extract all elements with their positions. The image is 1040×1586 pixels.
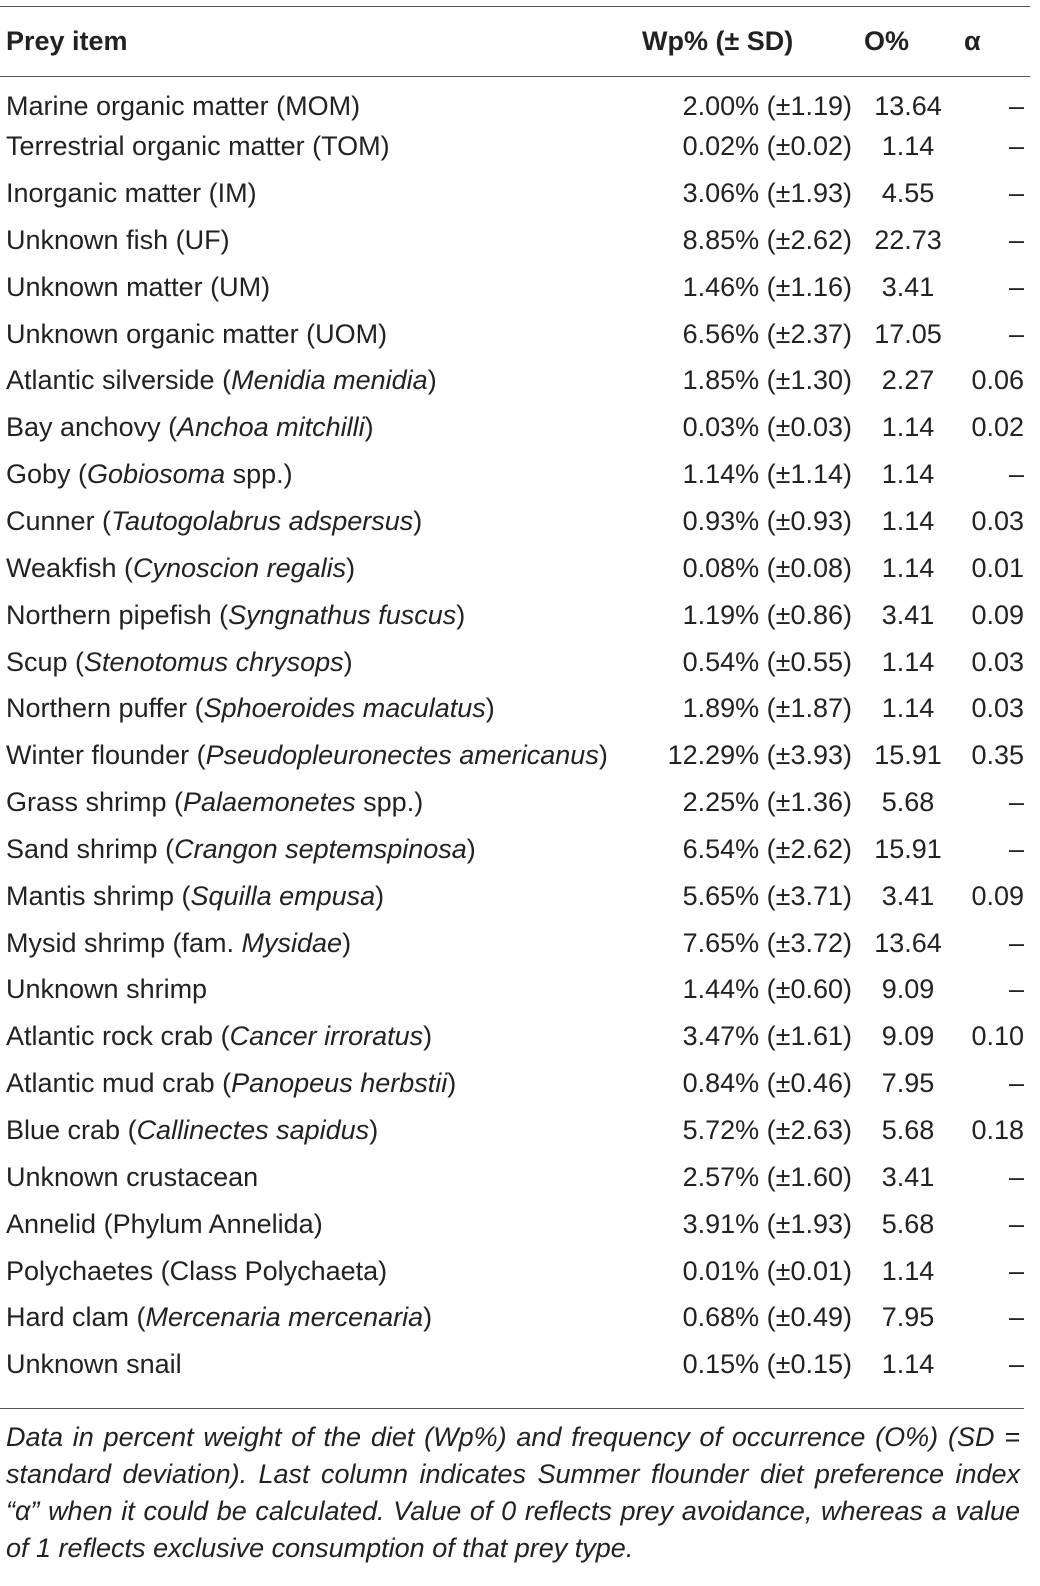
wp-cell: 3.91% (±1.93)	[682, 1208, 852, 1239]
table-row	[0, 873, 1030, 920]
occurrence-cell: 9.09	[881, 1021, 935, 1052]
prey-name-text: Weakfish (	[6, 552, 134, 583]
prey-item-cell	[0, 123, 636, 170]
prey-item-cell	[0, 639, 636, 686]
prey-name-text: )	[423, 1302, 433, 1333]
table-row	[0, 1294, 1030, 1341]
wp-cell: 0.68% (±0.49)	[682, 1302, 852, 1333]
wp-cell: 6.56% (±2.37)	[682, 318, 852, 349]
wp-cell: 0.08% (±0.08)	[682, 552, 852, 583]
occurrence-cell: 5.68	[881, 1114, 935, 1145]
wp-cell: 3.06% (±1.93)	[682, 178, 852, 209]
species-name: Mercenaria mercenaria	[145, 1302, 424, 1333]
wp-cell: 1.19% (±0.86)	[682, 599, 852, 630]
prey-name-text: Atlantic silverside (	[6, 365, 232, 396]
alpha-cell: 0.03	[971, 506, 1024, 537]
wp-cell: 1.85% (±1.30)	[682, 365, 852, 396]
prey-item-cell	[0, 1248, 636, 1295]
species-name: Cancer irroratus	[229, 1021, 424, 1052]
table-row	[0, 1107, 1030, 1154]
occurrence-cell: 3.41	[881, 271, 935, 302]
prey-item-cell	[0, 170, 636, 217]
table-row	[0, 264, 1030, 311]
prey-name-text: Inorganic matter (IM)	[6, 178, 257, 209]
wp-cell: 6.54% (±2.62)	[682, 833, 852, 864]
wp-cell: 1.89% (±1.87)	[682, 693, 852, 724]
prey-item-cell	[0, 311, 636, 358]
table-row	[0, 451, 1030, 498]
wp-cell: 1.14% (±1.14)	[682, 459, 852, 490]
prey-name-text: )	[364, 412, 374, 443]
table-row	[0, 920, 1030, 967]
alpha-cell: –	[1008, 927, 1024, 958]
species-name: Callinectes sapidus	[136, 1114, 370, 1145]
wp-cell: 0.01% (±0.01)	[682, 1255, 852, 1286]
table-row	[0, 404, 1030, 451]
occurrence-cell: 2.27	[881, 365, 935, 396]
occurrence-cell: 1.14	[881, 1255, 935, 1286]
wp-cell: 0.15% (±0.15)	[682, 1349, 852, 1380]
prey-item-cell	[0, 1341, 636, 1388]
species-name: Menidia menidia	[231, 365, 428, 396]
occurrence-cell: 1.14	[881, 506, 935, 537]
table-row	[0, 545, 1030, 592]
species-name: Gobiosoma	[87, 459, 226, 490]
species-name: Anchoa mitchilli	[177, 412, 365, 443]
prey-item-cell	[0, 732, 636, 779]
prey-item-cell	[0, 779, 636, 826]
prey-name-text: Annelid (Phylum Annelida)	[6, 1208, 323, 1239]
occurrence-cell: 15.91	[874, 740, 942, 771]
prey-item-cell	[0, 967, 636, 1014]
species-name: Cynoscion regalis	[133, 552, 347, 583]
table-row	[0, 217, 1030, 264]
prey-name-text: Grass shrimp (	[6, 787, 184, 818]
prey-name-text: Marine organic matter (MOM)	[6, 90, 361, 121]
wp-cell: 0.02% (±0.02)	[682, 131, 852, 162]
prey-name-text: )	[423, 1021, 433, 1052]
alpha-cell: 0.09	[971, 599, 1024, 630]
species-name: Crangon septemspinosa	[174, 833, 467, 864]
table-row	[0, 967, 1030, 1014]
table-row	[0, 358, 1030, 405]
alpha-cell: –	[1008, 1208, 1024, 1239]
alpha-cell: –	[1008, 224, 1024, 255]
species-name: Panopeus herbstii	[231, 1068, 448, 1099]
species-name: Mysidae	[241, 927, 343, 958]
occurrence-cell: 9.09	[881, 974, 935, 1005]
prey-item-cell	[0, 451, 636, 498]
occurrence-cell: 5.68	[881, 787, 935, 818]
table-row	[0, 685, 1030, 732]
alpha-cell: –	[1008, 271, 1024, 302]
alpha-cell: 0.06	[971, 365, 1024, 396]
header-row	[0, 7, 1030, 77]
prey-item-cell	[0, 404, 636, 451]
prey-name-text: Terrestrial organic matter (TOM)	[6, 131, 390, 162]
header-alpha: α	[958, 7, 1030, 77]
prey-name-text: spp.)	[355, 787, 424, 818]
prey-name-text: Atlantic rock crab (	[6, 1021, 230, 1052]
prey-name-text: Cunner (	[6, 506, 112, 537]
prey-item-cell	[0, 592, 636, 639]
prey-item-cell	[0, 1013, 636, 1060]
occurrence-cell: 15.91	[874, 833, 942, 864]
occurrence-cell: 1.14	[881, 131, 935, 162]
prey-item-cell	[0, 1201, 636, 1248]
occurrence-cell: 4.55	[881, 178, 935, 209]
occurrence-cell: 7.95	[881, 1302, 935, 1333]
table-row	[0, 1154, 1030, 1201]
occurrence-cell: 3.41	[881, 1161, 935, 1192]
prey-item-cell	[0, 1107, 636, 1154]
species-name: Syngnathus fuscus	[228, 599, 457, 630]
occurrence-cell: 13.64	[874, 927, 942, 958]
diet-table	[0, 6, 1030, 1388]
table-row	[0, 1013, 1030, 1060]
table-row	[0, 170, 1030, 217]
occurrence-cell: 13.64	[874, 90, 942, 121]
prey-name-text: Northern puffer (	[6, 693, 204, 724]
table-row	[0, 1060, 1030, 1107]
prey-name-text: Mysid shrimp (fam.	[6, 927, 242, 958]
prey-name-text: spp.)	[225, 459, 293, 490]
alpha-cell: –	[1008, 1068, 1024, 1099]
prey-name-text: Unknown fish (UF)	[6, 224, 230, 255]
header-wp: Wp% (± SD)	[636, 7, 858, 77]
occurrence-cell: 1.14	[881, 552, 935, 583]
wp-cell: 5.65% (±3.71)	[682, 880, 852, 911]
prey-name-text: Unknown crustacean	[6, 1161, 259, 1192]
table-row	[0, 826, 1030, 873]
table-row	[0, 311, 1030, 358]
occurrence-cell: 3.41	[881, 880, 935, 911]
prey-item-cell	[0, 545, 636, 592]
alpha-cell: 0.18	[971, 1114, 1024, 1145]
alpha-cell: –	[1008, 1302, 1024, 1333]
prey-name-text: )	[343, 646, 353, 677]
alpha-cell: 0.10	[971, 1021, 1024, 1052]
prey-name-text: Unknown shrimp	[6, 974, 208, 1005]
table-row	[0, 77, 1030, 124]
alpha-cell: 0.09	[971, 880, 1024, 911]
prey-name-text: )	[456, 599, 466, 630]
prey-item-cell	[0, 1060, 636, 1107]
prey-name-text: Unknown matter (UM)	[6, 271, 271, 302]
prey-name-text: Winter flounder (	[6, 740, 206, 771]
prey-name-text: )	[346, 552, 356, 583]
wp-cell: 7.65% (±3.72)	[682, 927, 852, 958]
prey-name-text: Sand shrimp (	[6, 833, 175, 864]
table-row	[0, 592, 1030, 639]
wp-cell: 5.72% (±2.63)	[682, 1114, 852, 1145]
prey-item-cell	[0, 264, 636, 311]
occurrence-cell: 5.68	[881, 1208, 935, 1239]
prey-item-cell	[0, 685, 636, 732]
wp-cell: 0.03% (±0.03)	[682, 412, 852, 443]
species-name: Sphoeroides maculatus	[203, 693, 486, 724]
wp-cell: 0.93% (±0.93)	[682, 506, 852, 537]
wp-cell: 0.84% (±0.46)	[682, 1068, 852, 1099]
alpha-cell: –	[1008, 833, 1024, 864]
prey-name-text: Goby (	[6, 459, 88, 490]
wp-cell: 2.25% (±1.36)	[682, 787, 852, 818]
wp-cell: 1.44% (±0.60)	[682, 974, 852, 1005]
alpha-cell: –	[1008, 459, 1024, 490]
prey-item-cell	[0, 217, 636, 264]
table-row	[0, 1201, 1030, 1248]
prey-item-cell	[0, 920, 636, 967]
table-footnote: Data in percent weight of the diet (Wp%) and frequency of occurrence (O%) (SD = standard deviation). Last column indicates Summer flounder diet preference index “α” when it could be calculated. Value of 0 reflects prey avoidance, whereas a value of 1 reflects exclusive consumption of that prey type.	[0, 1408, 1024, 1567]
header-prey-item: Prey item	[0, 7, 636, 77]
wp-cell: 0.54% (±0.55)	[682, 646, 852, 677]
alpha-cell: –	[1008, 318, 1024, 349]
prey-item-cell	[0, 498, 636, 545]
prey-name-text: )	[598, 740, 608, 771]
table-row	[0, 639, 1030, 686]
species-name: Pseudopleuronectes americanus	[205, 740, 599, 771]
occurrence-cell: 22.73	[874, 224, 942, 255]
prey-name-text: Scup (	[6, 646, 85, 677]
alpha-cell: 0.03	[971, 646, 1024, 677]
prey-item-cell	[0, 1154, 636, 1201]
table-row	[0, 732, 1030, 779]
prey-name-text: )	[447, 1068, 457, 1099]
occurrence-cell: 1.14	[881, 1349, 935, 1380]
prey-name-text: )	[369, 1114, 379, 1145]
alpha-cell: 0.03	[971, 693, 1024, 724]
header-occurrence: O%	[858, 7, 958, 77]
occurrence-cell: 7.95	[881, 1068, 935, 1099]
prey-name-text: Bay anchovy (	[6, 412, 178, 443]
alpha-cell: –	[1008, 178, 1024, 209]
prey-name-text: Unknown organic matter (UOM)	[6, 318, 388, 349]
prey-item-cell	[0, 826, 636, 873]
prey-item-cell	[0, 873, 636, 920]
prey-name-text: Unknown snail	[6, 1349, 182, 1380]
alpha-cell: –	[1008, 131, 1024, 162]
wp-cell: 8.85% (±2.62)	[682, 224, 852, 255]
wp-cell: 12.29% (±3.93)	[667, 740, 852, 771]
prey-item-cell	[0, 77, 636, 124]
species-name: Tautogolabrus adspersus	[111, 506, 414, 537]
alpha-cell: –	[1008, 1349, 1024, 1380]
alpha-cell: –	[1008, 1161, 1024, 1192]
wp-cell: 2.57% (±1.60)	[682, 1161, 852, 1192]
occurrence-cell: 1.14	[881, 459, 935, 490]
alpha-cell: –	[1008, 787, 1024, 818]
occurrence-cell: 3.41	[881, 599, 935, 630]
alpha-cell: –	[1008, 1255, 1024, 1286]
prey-name-text: Blue crab (	[6, 1114, 137, 1145]
species-name: Palaemonetes	[183, 787, 356, 818]
prey-name-text: )	[413, 506, 423, 537]
wp-cell: 2.00% (±1.19)	[682, 90, 852, 121]
table-row	[0, 498, 1030, 545]
prey-name-text: )	[485, 693, 495, 724]
prey-item-cell	[0, 1294, 636, 1341]
table-row	[0, 779, 1030, 826]
prey-name-text: Atlantic mud crab (	[6, 1068, 232, 1099]
prey-name-text: Polychaetes (Class Polychaeta)	[6, 1255, 388, 1286]
wp-cell: 3.47% (±1.61)	[682, 1021, 852, 1052]
prey-name-text: )	[375, 880, 385, 911]
table-row	[0, 1341, 1030, 1388]
prey-name-text: Hard clam (	[6, 1302, 146, 1333]
occurrence-cell: 1.14	[881, 693, 935, 724]
species-name: Stenotomus chrysops	[84, 646, 344, 677]
alpha-cell: 0.01	[971, 552, 1024, 583]
occurrence-cell: 1.14	[881, 646, 935, 677]
occurrence-cell: 17.05	[874, 318, 942, 349]
prey-name-text: )	[427, 365, 437, 396]
occurrence-cell: 1.14	[881, 412, 935, 443]
alpha-cell: –	[1008, 974, 1024, 1005]
prey-name-text: Northern pipefish (	[6, 599, 229, 630]
prey-name-text: Mantis shrimp (	[6, 880, 191, 911]
wp-cell: 1.46% (±1.16)	[682, 271, 852, 302]
alpha-cell: –	[1008, 90, 1024, 121]
prey-name-text: )	[342, 927, 352, 958]
prey-item-cell	[0, 358, 636, 405]
table-row	[0, 123, 1030, 170]
alpha-cell: 0.02	[971, 412, 1024, 443]
table-row	[0, 1248, 1030, 1295]
species-name: Squilla empusa	[190, 880, 376, 911]
alpha-cell: 0.35	[971, 740, 1024, 771]
prey-name-text: )	[466, 833, 476, 864]
